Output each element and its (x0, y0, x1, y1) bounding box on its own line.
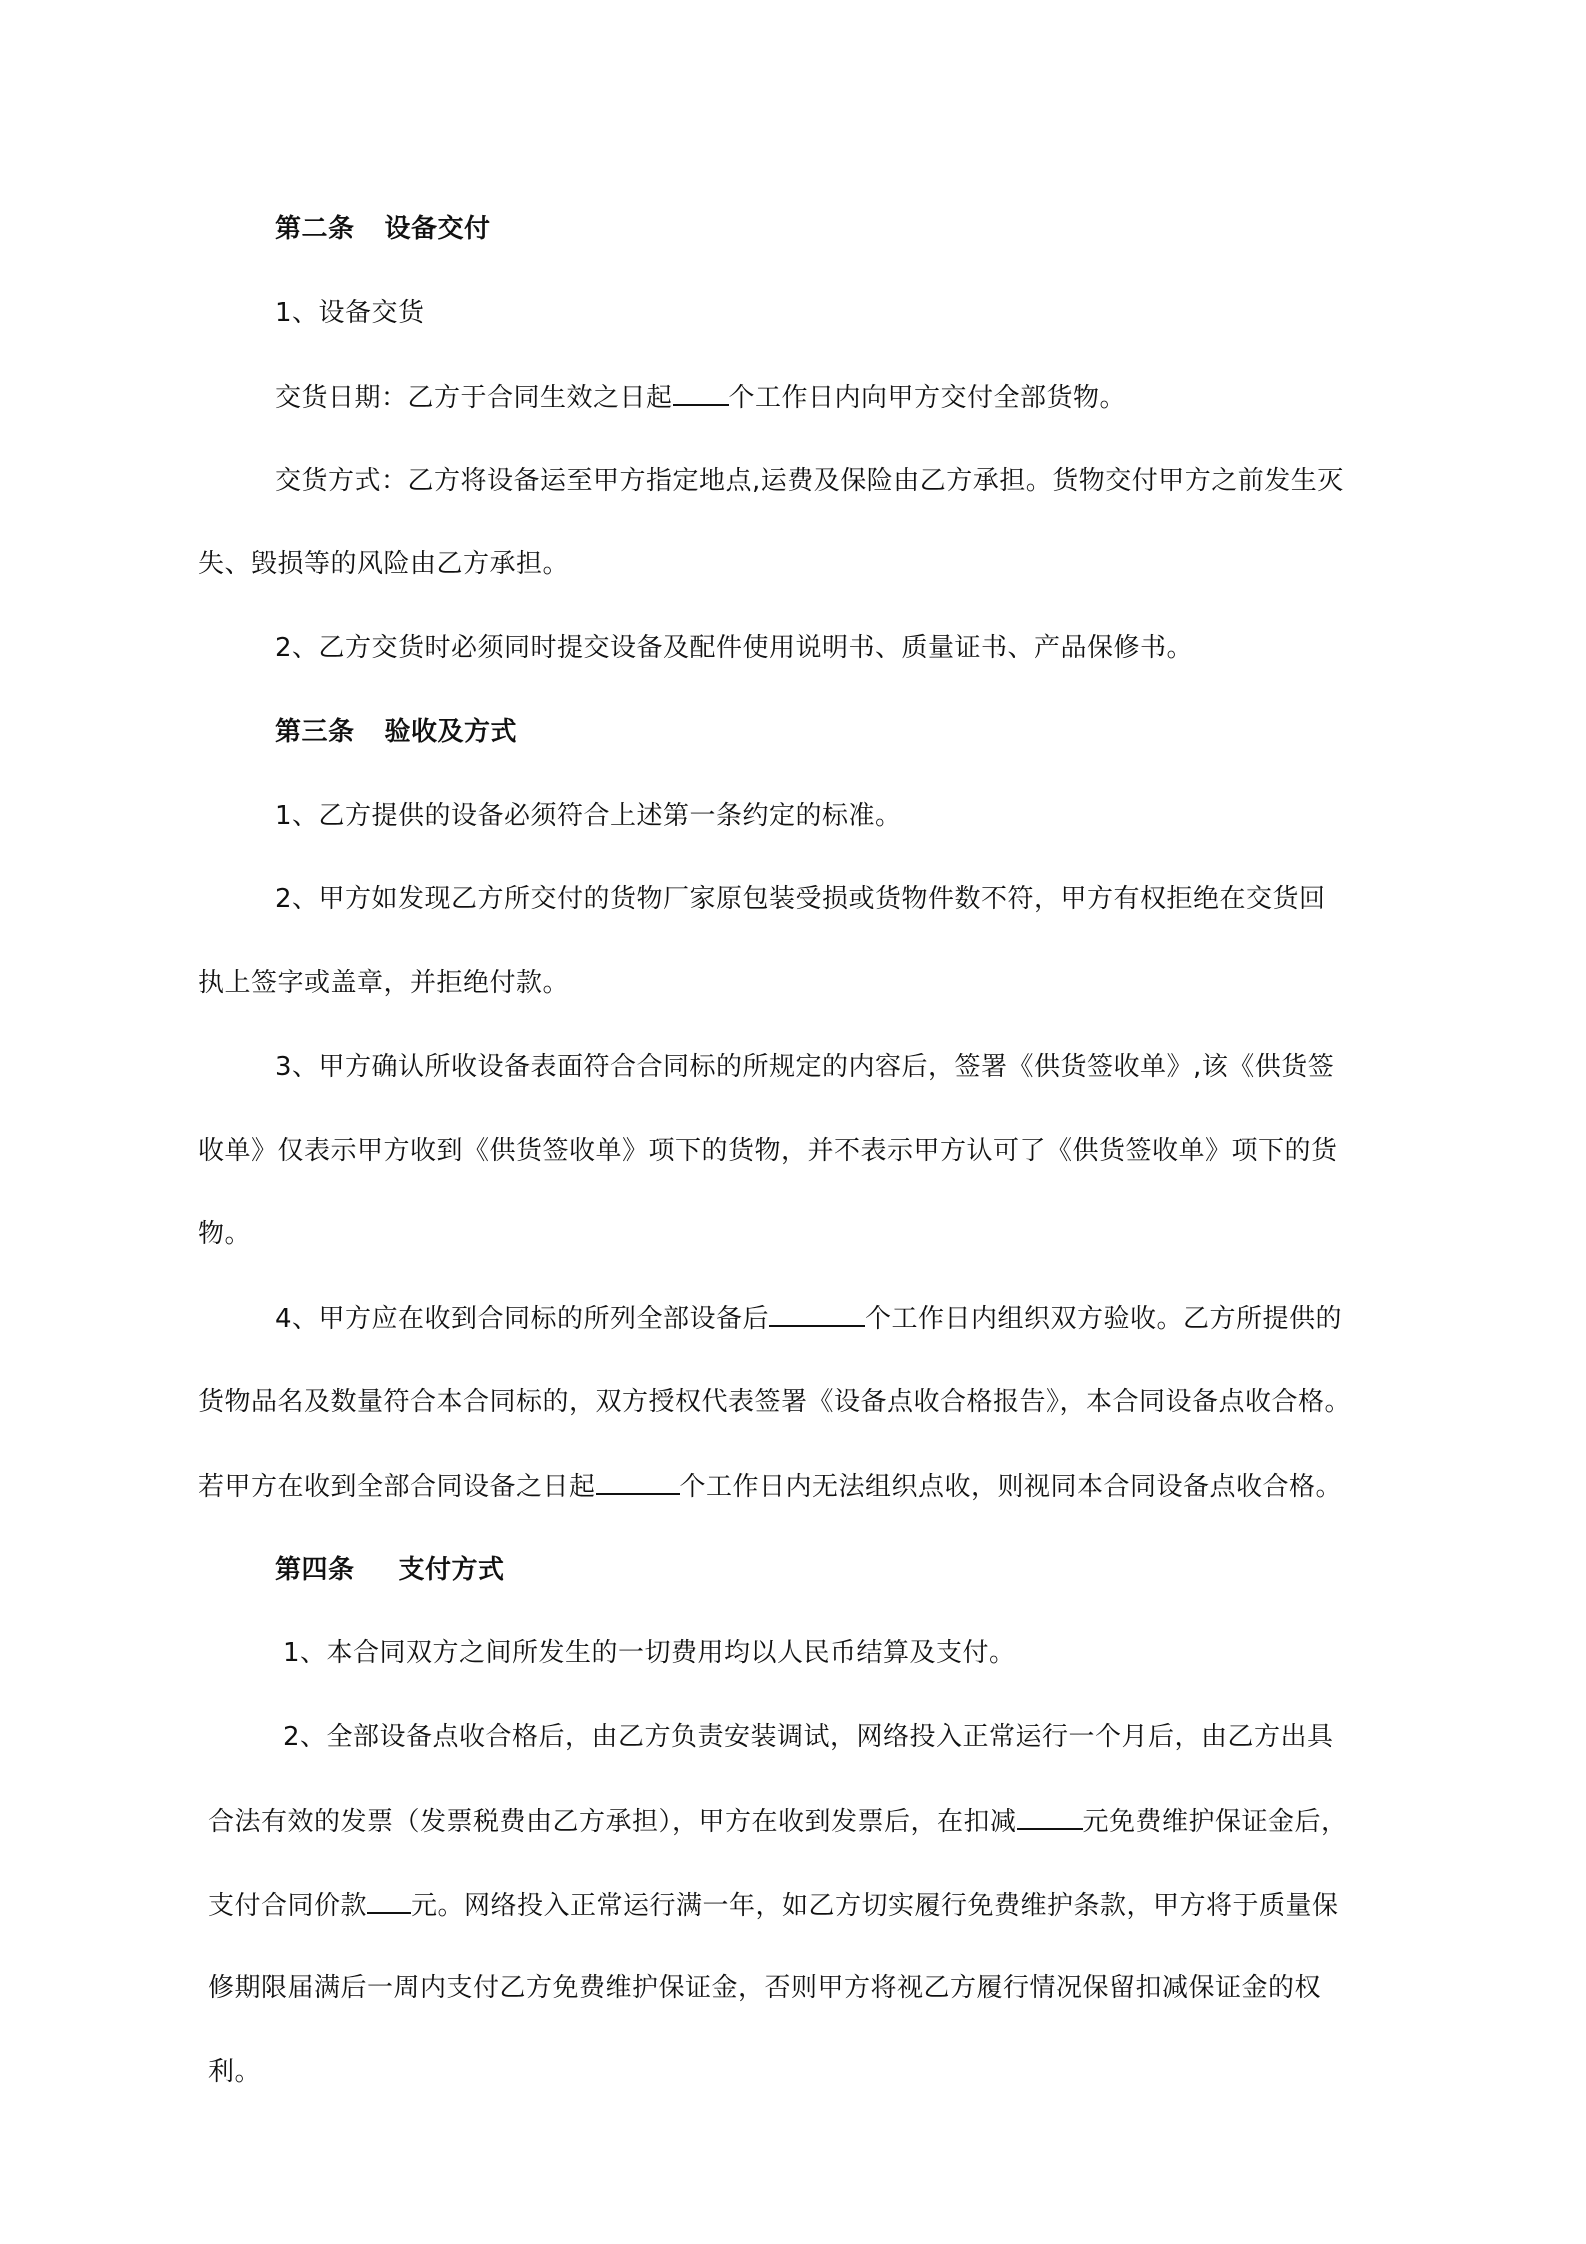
article-2-number: 第二条 (275, 214, 355, 244)
article-4-item-2-line-3 (208, 1888, 1339, 1923)
delivery-days-blank (673, 380, 729, 406)
article-3-number: 第三条 (275, 717, 355, 747)
delivery-method-line-2: 失、毁损等的风险由乙方承担。 (198, 549, 570, 579)
article-2-item-1-title: 1、设备交货 (275, 298, 425, 328)
inspection-text-a: 若甲方在收到全部合同设备之日起 (198, 1472, 596, 1502)
article-3-title: 验收及方式 (384, 717, 518, 747)
deposit-amount-blank (1017, 1804, 1083, 1830)
article-3-item-4-line-3 (198, 1469, 1342, 1504)
article-4-title: 支付方式 (398, 1555, 505, 1585)
article-4-item-2-line-5: 利。 (208, 2057, 262, 2087)
acceptance-days-blank (769, 1301, 865, 1327)
article-4-heading (275, 1553, 505, 1587)
acceptance-text-a: 4、甲方应在收到合同标的所列全部设备后 (275, 1304, 770, 1334)
article-3-item-2-line-2: 执上签字或盖章，并拒绝付款。 (198, 968, 570, 998)
article-4-item-2-line-2 (208, 1804, 1348, 1839)
invoice-text-b: 元免费维护保证金后， (1082, 1807, 1348, 1837)
contract-price-blank (367, 1888, 411, 1914)
article-4-number: 第四条 (275, 1555, 355, 1585)
article-4-item-1: 1、本合同双方之间所发生的一切费用均以人民币结算及支付。 (283, 1638, 1016, 1668)
delivery-method-line-1: 交货方式：乙方将设备运至甲方指定地点,运费及保险由乙方承担。货物交付甲方之前发生灭 (275, 466, 1344, 496)
article-4-item-2-line-4: 修期限届满后一周内支付乙方免费维护保证金，否则甲方将视乙方履行情况保留扣减保证金的权 (208, 1973, 1322, 2003)
article-3-heading (275, 715, 517, 749)
article-4-item-2-line-1: 2、全部设备点收合格后，由乙方负责安装调试，网络投入正常运行一个月后，由乙方出具 (283, 1722, 1334, 1752)
inspection-text-b: 个工作日内无法组织点收，则视同本合同设备点收合格。 (679, 1472, 1343, 1502)
article-3-item-2-line-1: 2、甲方如发现乙方所交付的货物厂家原包装受损或货物件数不符，甲方有权拒绝在交货回 (275, 884, 1326, 914)
article-3-item-4-line-1 (275, 1301, 1342, 1336)
invoice-text-a: 合法有效的发票（发票税费由乙方承担），甲方在收到发票后，在扣减 (208, 1807, 1017, 1837)
article-3-item-3-line-1: 3、甲方确认所收设备表面符合合同标的所规定的内容后，签署《供货签收单》,该《供货签 (275, 1052, 1335, 1082)
payment-text-b: 元。网络投入正常运行满一年，如乙方切实履行免费维护条款，甲方将于质量保 (411, 1891, 1339, 1921)
article-2-title: 设备交付 (384, 214, 491, 244)
article-2-item-2: 2、乙方交货时必须同时提交设备及配件使用说明书、质量证书、产品保修书。 (275, 633, 1194, 663)
acceptance-text-b: 个工作日内组织双方验收。乙方所提供的 (865, 1304, 1343, 1334)
delivery-date-text-b: 个工作日内向甲方交付全部货物。 (728, 383, 1127, 413)
article-3-item-3-line-3: 物。 (198, 1219, 252, 1249)
payment-text-a: 支付合同价款 (208, 1891, 368, 1921)
delivery-date-line (275, 380, 1126, 415)
article-2-heading (275, 212, 491, 246)
article-3-item-3-line-2: 收单》仅表示甲方收到《供货签收单》项下的货物，并不表示甲方认可了《供货签收单》项下的货 (198, 1136, 1338, 1166)
inspection-days-blank (596, 1469, 680, 1495)
article-3-item-1: 1、乙方提供的设备必须符合上述第一条约定的标准。 (275, 801, 902, 831)
article-3-item-4-line-2: 货物品名及数量符合本合同标的，双方授权代表签署《设备点收合格报告》，本合同设备点收合格。 (198, 1387, 1352, 1417)
delivery-date-text-a: 交货日期：乙方于合同生效之日起 (275, 383, 673, 413)
